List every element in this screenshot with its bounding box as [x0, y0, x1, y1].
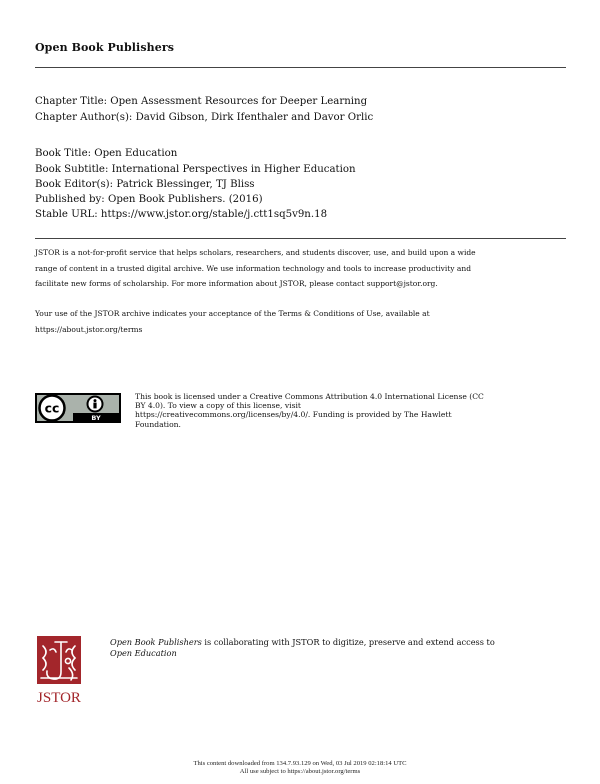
notice-divider — [35, 238, 566, 239]
terms-notice — [35, 306, 567, 337]
terms-link[interactable]: https://about.jstor.org/terms — [35, 324, 143, 334]
license-line: BY 4.0). To view a copy of this license, visit — [135, 401, 301, 411]
jstor-logo-icon — [35, 634, 85, 706]
badge-cc-text: cc — [44, 400, 60, 416]
collaboration-statement — [110, 637, 560, 658]
terms-notice-line: Your use of the JSTOR archive indicates your acceptance of the Terms & Conditions of Use, available at — [35, 309, 430, 318]
published-by: Published by: Open Book Publishers. (2016) — [35, 194, 263, 205]
book-subtitle: Book Subtitle: International Perspectives in Higher Education — [35, 164, 356, 175]
badge-by-text: BY — [91, 413, 101, 422]
jstor-notice — [35, 245, 567, 292]
jstor-notice-line: JSTOR is a not-for-profit service that helps scholars, researchers, and students discover, use, and build upon a wide — [35, 248, 476, 257]
license-link-line[interactable]: https://creativecommons.org/licenses/by/4.0/. Funding is provided by The Hawlett — [135, 410, 452, 420]
license-text — [135, 392, 567, 429]
jstor-notice-line: range of content in a trusted digital archive. We use information technology and tools to increase productivity and — [35, 263, 472, 273]
collab-publisher: Open Book Publishers — [110, 637, 202, 647]
jstor-logo[interactable] — [35, 634, 85, 706]
jstor-logo-text: JSTOR — [37, 690, 81, 706]
cc-by-icon — [35, 393, 121, 423]
footer-terms-line[interactable]: All use subject to https://about.jstor.org/terms — [239, 768, 361, 775]
jstor-notice-line[interactable]: facilitate new forms of scholarship. For more information about JSTOR, please contact support@jstor.org. — [35, 279, 438, 288]
license-line: Foundation. — [135, 419, 181, 429]
chapter-authors: Chapter Author(s): David Gibson, Dirk Ifenthaler and Davor Orlic — [35, 112, 374, 123]
book-title: Book Title: Open Education — [35, 148, 178, 159]
publisher-name: Open Book Publishers — [35, 41, 175, 54]
stable-url[interactable]: Stable URL: https://www.jstor.org/stable/j.ctt1sq5v9n.18 — [35, 209, 328, 220]
chapter-title: Chapter Title: Open Assessment Resources for Deeper Learning — [35, 96, 368, 107]
book-editors: Book Editor(s): Patrick Blessinger, TJ Bliss — [35, 179, 255, 190]
header-divider — [35, 67, 566, 68]
footer-download-line: This content downloaded from 134.7.93.129 on Wed, 03 Jul 2019 02:18:14 UTC — [193, 760, 407, 767]
collab-text: is collaborating with JSTOR to digitize, preserve and extend access to — [201, 637, 495, 647]
license-line: This book is licensed under a Creative Commons Attribution 4.0 International License (CC — [135, 392, 484, 401]
cc-by-badge[interactable] — [35, 393, 121, 423]
download-footer — [0, 760, 600, 776]
collab-collection: Open Education — [110, 647, 177, 658]
